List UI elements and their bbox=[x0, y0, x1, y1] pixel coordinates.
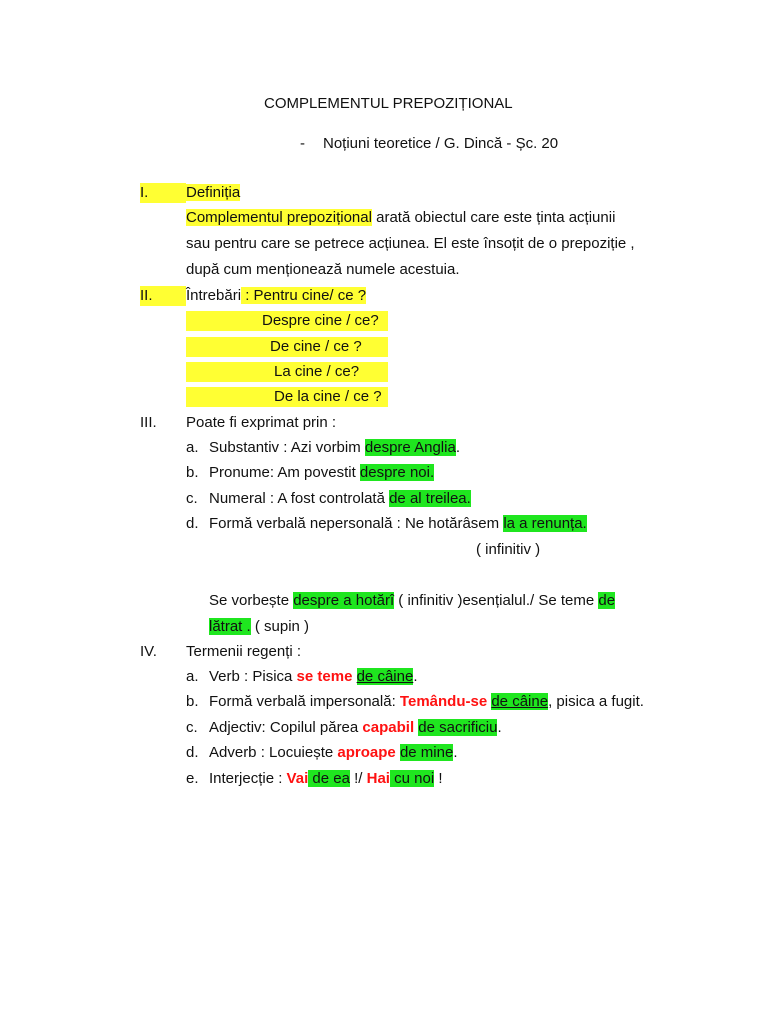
question-1: : Pentru cine/ ce ? bbox=[241, 287, 367, 304]
list-item bbox=[209, 718, 502, 738]
section-1-heading: Definiția bbox=[186, 184, 241, 201]
extra-text: ( infinitiv )esențialul./ Se teme bbox=[394, 592, 599, 609]
list-item bbox=[209, 667, 417, 687]
highlight: despre noi. bbox=[359, 464, 435, 481]
infinitive-note: ( infinitiv ) bbox=[476, 541, 541, 558]
list-letter: b. bbox=[186, 464, 199, 481]
list-letter: a. bbox=[186, 439, 199, 456]
list-item bbox=[209, 769, 443, 789]
question-4: La cine / ce? bbox=[274, 363, 360, 380]
section-4-number: IV. bbox=[140, 643, 157, 660]
list-item-text: Interjecție : bbox=[209, 770, 287, 787]
section-1-heading-line bbox=[186, 183, 240, 203]
definition-line-1 bbox=[186, 208, 615, 228]
definition-term: Complementul prepozițional bbox=[186, 209, 372, 226]
list-letter: b. bbox=[186, 693, 199, 710]
regent-word: Vai bbox=[286, 770, 309, 787]
question-3: De cine / ce ? bbox=[270, 338, 362, 355]
highlight: de mine bbox=[399, 744, 454, 761]
highlight: de câine bbox=[356, 668, 414, 685]
highlight: cu noi bbox=[389, 770, 435, 787]
list-letter: d. bbox=[186, 515, 199, 532]
list-item bbox=[209, 438, 460, 458]
question-2: Despre cine / ce? bbox=[262, 312, 379, 329]
definition-line-2: sau pentru care se petrece acțiunea. El este însoțit de o prepoziție , bbox=[186, 235, 635, 252]
extra-example-line-2 bbox=[209, 617, 309, 637]
question-4-box bbox=[186, 362, 388, 382]
list-item-text: Adjectiv: Copilul părea bbox=[209, 719, 363, 736]
extra-text: Se vorbește bbox=[209, 592, 294, 609]
list-item-end: . bbox=[497, 719, 502, 736]
list-item-text: Formă verbală nepersonală : Ne hotărâsem bbox=[209, 515, 504, 532]
list-letter: e. bbox=[186, 770, 199, 787]
subtitle: Noțiuni teoretice / G. Dincă - Șc. 20 bbox=[323, 135, 559, 152]
document-title: COMPLEMENTUL PREPOZIȚIONAL bbox=[264, 95, 513, 112]
regent-word: se teme bbox=[296, 668, 353, 685]
question-2-box bbox=[186, 311, 388, 331]
section-2-number: II. bbox=[140, 286, 186, 306]
highlight: de ea bbox=[308, 770, 350, 787]
list-item bbox=[209, 743, 458, 763]
section-3-heading: Poate fi exprimat prin : bbox=[186, 414, 337, 431]
list-item-end: ! bbox=[434, 770, 443, 787]
highlight: despre Anglia bbox=[364, 439, 456, 456]
list-item bbox=[209, 692, 644, 712]
list-item-end: . bbox=[453, 744, 458, 761]
list-item-text: Formă verbală impersonală: bbox=[209, 693, 400, 710]
list-letter: d. bbox=[186, 744, 199, 761]
definition-line-1-rest: arată obiectul care este ținta acțiunii bbox=[371, 209, 616, 226]
highlight: de bbox=[598, 592, 616, 609]
space bbox=[352, 668, 356, 685]
extra-text: ( supin ) bbox=[250, 618, 310, 635]
list-item bbox=[209, 463, 434, 483]
list-item-text: Numeral : A fost controlată bbox=[209, 490, 390, 507]
list-item-text: Verb : Pisica bbox=[209, 668, 297, 685]
list-item-end: . bbox=[413, 668, 418, 685]
list-letter: a. bbox=[186, 668, 199, 685]
list-item-end: . bbox=[455, 439, 460, 456]
regent-word: aproape bbox=[337, 744, 396, 761]
list-item-text: Substantiv : Azi vorbim bbox=[209, 439, 365, 456]
question-3-box bbox=[186, 337, 388, 357]
section-1-number: I. bbox=[140, 183, 186, 203]
list-letter: c. bbox=[186, 490, 198, 507]
definition-line-3: după cum menționează numele acestuia. bbox=[186, 261, 460, 278]
list-item-mid: !/ bbox=[349, 770, 367, 787]
list-item bbox=[209, 514, 587, 534]
subtitle-dash: - bbox=[300, 135, 305, 152]
highlight: la a renunța. bbox=[503, 515, 587, 532]
list-item-text: Pronume: Am povestit bbox=[209, 464, 360, 481]
list-item bbox=[209, 489, 471, 509]
highlight: de al treilea. bbox=[389, 490, 471, 507]
highlight: lătrat . bbox=[209, 618, 251, 635]
regent-word: Temându-se bbox=[399, 693, 488, 710]
list-item-text: Adverb : Locuiește bbox=[209, 744, 338, 761]
highlight: despre a hotărî bbox=[293, 592, 395, 609]
extra-example-line-1 bbox=[209, 591, 615, 611]
question-5-box bbox=[186, 387, 388, 407]
highlight: de sacrificiu bbox=[418, 719, 498, 736]
questions-line-1 bbox=[186, 286, 366, 306]
regent-word: Hai bbox=[366, 770, 390, 787]
regent-word: capabil bbox=[362, 719, 415, 736]
section-4-heading: Termenii regenți : bbox=[186, 643, 302, 660]
list-item-end: , pisica a fugit. bbox=[548, 693, 644, 710]
questions-label: Întrebări bbox=[186, 287, 242, 304]
highlight: de câine bbox=[491, 693, 549, 710]
question-5: De la cine / ce ? bbox=[274, 388, 382, 405]
section-3-number: III. bbox=[140, 414, 157, 431]
list-letter: c. bbox=[186, 719, 198, 736]
